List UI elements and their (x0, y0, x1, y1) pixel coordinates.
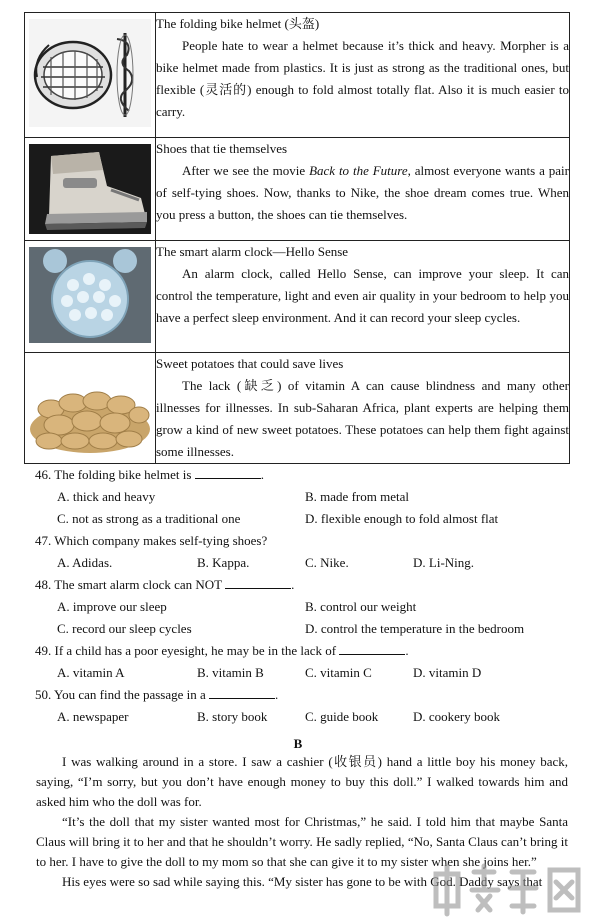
question-stem: 49. If a child has a poor eyesight, he may be in the lack of (35, 643, 337, 658)
option-48-d[interactable]: D. control the temperature in the bedroom (305, 621, 525, 636)
passage-paragraph-1: I was walking around in a store. I saw a cashier (收银员) hand a little boy his money back, saying, “I’m sorry, but you don’t have enough money to buy this doll.” I walked towards him and asked him who the doll was for. (36, 754, 568, 809)
option-47-c[interactable]: C. Nike. (305, 555, 349, 570)
passage-b (36, 752, 568, 892)
helmet-text-cell (156, 13, 570, 138)
answer-blank (339, 641, 405, 655)
question-46 (35, 464, 565, 486)
answer-blank (209, 685, 275, 699)
item-body: People hate to wear a helmet because it’s thick and heavy. Morpher is a bike helmet made from plastics. It is just as strong as the traditional ones, but flexible (灵活的) enough to fold almost totally flat. Also it is much easier to carry. (156, 38, 569, 119)
potato-icon (29, 359, 151, 455)
option-48-a[interactable]: A. improve our sleep (57, 599, 167, 614)
shoe-image-cell (25, 138, 156, 241)
helmet-icon (29, 19, 151, 127)
table-row-sweet-potatoes (25, 353, 570, 464)
clock-icon (29, 247, 151, 343)
option-46-b[interactable]: B. made from metal (305, 489, 409, 504)
option-50-c[interactable]: C. guide book (305, 709, 379, 724)
options-47 (57, 552, 565, 574)
question-47 (35, 530, 565, 552)
stem-end: . (260, 467, 264, 482)
option-46-a[interactable]: A. thick and heavy (57, 489, 156, 504)
potato-text-cell (156, 353, 570, 464)
clock-text-cell (156, 241, 570, 353)
option-49-c[interactable]: C. vitamin C (305, 665, 372, 680)
question-stem: 48. The smart alarm clock can NOT (35, 577, 222, 592)
clock-image-cell (25, 241, 156, 353)
options-48-row-2 (57, 618, 565, 640)
helmet-image-cell (25, 13, 156, 138)
question-stem: 50. You can find the passage in a (35, 687, 206, 702)
question-stem: 46. The folding bike helmet is (35, 467, 192, 482)
item-body (156, 160, 569, 226)
options-46-row-1 (57, 486, 565, 508)
options-50 (57, 706, 565, 728)
answer-blank (225, 575, 291, 589)
question-50 (35, 684, 565, 706)
item-body-part: After we see the movie (182, 163, 310, 178)
option-50-d[interactable]: D. cookery book (413, 709, 501, 724)
option-47-d[interactable]: D. Li-Ning. (413, 555, 475, 570)
stem-end: . (275, 687, 279, 702)
inventions-table (24, 12, 570, 464)
potato-image-cell (25, 353, 156, 464)
item-body-part: , almost everyone wants a pair of self-tying shoes. Now, thanks to Nike, the shoe dream comes true. When you press a button, the shoes can tie themselves. (156, 163, 569, 222)
option-48-b[interactable]: B. control our weight (305, 599, 417, 614)
option-46-c[interactable]: C. not as strong as a traditional one (57, 511, 241, 526)
option-50-a[interactable]: A. newspaper (57, 709, 129, 724)
option-48-c[interactable]: C. record our sleep cycles (57, 621, 192, 636)
section-b-heading: B (293, 736, 303, 751)
option-49-d[interactable]: D. vitamin D (413, 665, 482, 680)
item-title: Sweet potatoes that could save lives (156, 356, 344, 371)
option-49-b[interactable]: B. vitamin B (197, 665, 264, 680)
option-47-b[interactable]: B. Kappa. (197, 555, 250, 570)
movie-title: Back to the Future (309, 163, 408, 178)
folding-helmet-image (29, 19, 151, 127)
item-body: An alarm clock, called Hello Sense, can improve your sleep. It can control the temperature, light and even air quality in your bedroom to help you have a perfect sleep environment. And it can record your sleep cycles. (156, 266, 569, 325)
item-title: Shoes that tie themselves (156, 141, 288, 156)
passage-paragraph-2: “It’s the doll that my sister wanted most for Christmas,” he said. I told him that maybe Santa Claus will bring it to her and that he shouldn’t worry. He sadly replied, “No, Santa Claus can’t bring it to her. I have to give the doll to my mom so that she can give it to my sister when she joins her.” (36, 814, 568, 869)
item-body: The lack (缺乏) of vitamin A can cause blindness and many other illnesses for illnesses. In sub-Saharan Africa, plant experts are helping them grow a kind of new sweet potatoes. These potatoes can help them fight against some illnesses. (156, 378, 569, 459)
options-46-row-2 (57, 508, 565, 530)
stem-end: . (405, 643, 409, 658)
item-title: The smart alarm clock—Hello Sense (156, 244, 349, 259)
question-48 (35, 574, 565, 596)
shoe-icon (29, 144, 151, 234)
option-47-a[interactable]: A. Adidas. (57, 555, 113, 570)
options-49 (57, 662, 565, 684)
table-row-alarm-clock (25, 241, 570, 353)
options-48-row-1 (57, 596, 565, 618)
table-row-shoes (25, 138, 570, 241)
question-49 (35, 640, 565, 662)
shoes-text-cell (156, 138, 570, 241)
question-list (35, 464, 565, 728)
option-50-b[interactable]: B. story book (197, 709, 268, 724)
item-title: The folding bike helmet (头盔) (156, 16, 320, 31)
stem-end: . (291, 577, 295, 592)
self-tying-shoe-image (29, 144, 151, 234)
answer-blank (195, 465, 261, 479)
passage-paragraph-3: His eyes were so sad while saying this. “My sister has gone to be with God. Daddy says that (62, 874, 543, 889)
table-row-helmet (25, 13, 570, 138)
option-46-d[interactable]: D. flexible enough to fold almost flat (305, 511, 499, 526)
option-49-a[interactable]: A. vitamin A (57, 665, 125, 680)
alarm-clock-image (29, 247, 151, 343)
question-stem: 47. Which company makes self-tying shoes? (35, 533, 268, 548)
sweet-potatoes-image (29, 359, 151, 455)
